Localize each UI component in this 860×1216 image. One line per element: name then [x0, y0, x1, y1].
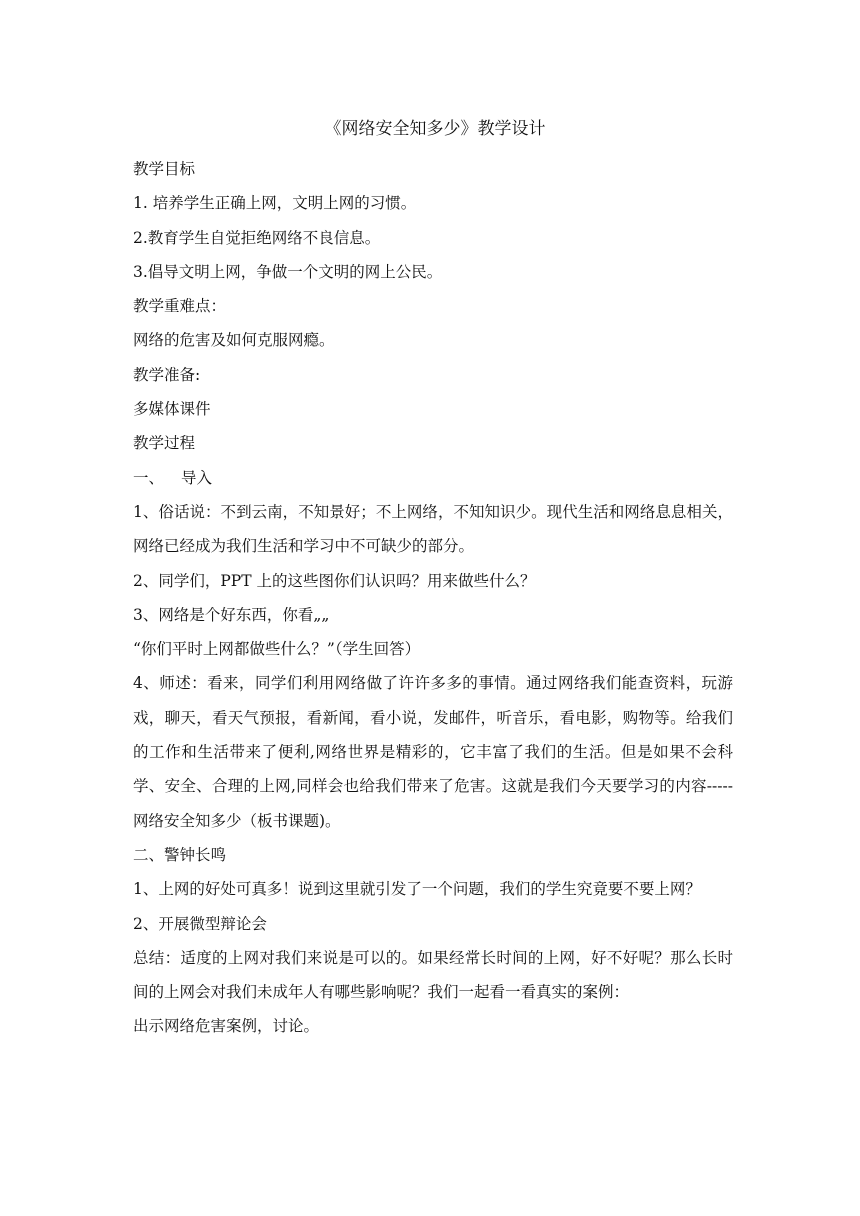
section-1-number: 一、: [133, 468, 165, 487]
prep-heading: 教学准备:: [133, 365, 201, 384]
section-2-heading: 二、警钟长鸣: [133, 845, 227, 864]
process-heading: 教学过程: [133, 434, 196, 453]
section-1-heading: [133, 461, 733, 495]
objective-item-1: 1. 培养学生正确上网，文明上网的习惯。: [133, 194, 417, 213]
section-2-paragraph-3: 总结：适度的上网对我们来说是可以的。如果经常长时间的上网，好不好呢？那么长时间的上网会对我们未成年人有哪些影响呢？我们一起看一看真实的案例：: [133, 948, 733, 1002]
keypoints-heading: 教学重难点：: [133, 297, 227, 316]
objectives-heading: 教学目标: [133, 160, 196, 178]
section-2-paragraph-4: 出示网络危害案例，讨论。: [133, 1017, 320, 1036]
section-1-paragraph-2: 2、同学们，PPT 上的这些图你们认识吗？用来做些什么？: [133, 571, 536, 590]
section-1-paragraph-5: 4、师述：看来，同学们利用网络做了许许多多的事情。通过网络我们能查资料，玩游戏，聊天，看天气预报，看新闻，看小说，发邮件，听音乐，看电影，购物等。给我们的工作和生活带来了便利,网络世界是精彩的，它丰富了我们的生活。但是如果不会科学、安全、合理的上网,同样会也给我们带来了危害。这就是我们今天要学习的内容-----网络安全知多少（板书课题)。: [133, 674, 733, 830]
section-2-paragraph-2: 2、开展微型辩论会: [133, 914, 267, 933]
document-page: [133, 118, 733, 1044]
objective-item-3: 3.倡导文明上网，争做一个文明的网上公民。: [133, 262, 443, 281]
document-title: 《网络安全知多少》教学设计: [324, 119, 546, 139]
keypoints-text: 网络的危害及如何克服网瘾。: [133, 331, 335, 350]
section-1-paragraph-4: “你们平时上网都做些什么？”（学生回答）: [133, 640, 421, 659]
section-1-paragraph-1: 1、俗话说：不到云南，不知景好；不上网络，不知知识少。现代生活和网络息息相关，网络已经成为我们生活和学习中不可缺少的部分。: [133, 502, 733, 556]
prep-text: 多媒体课件: [133, 400, 211, 419]
section-2-paragraph-1: 1、上网的好处可真多！说到这里就引发了一个问题，我们的学生究竟要不要上网？: [133, 880, 701, 899]
section-1-paragraph-3: 3、网络是个好东西，你看„„: [133, 605, 330, 624]
section-1-title: 导入: [181, 468, 213, 487]
objective-item-2: 2.教育学生自觉拒绝网络不良信息。: [133, 228, 381, 247]
